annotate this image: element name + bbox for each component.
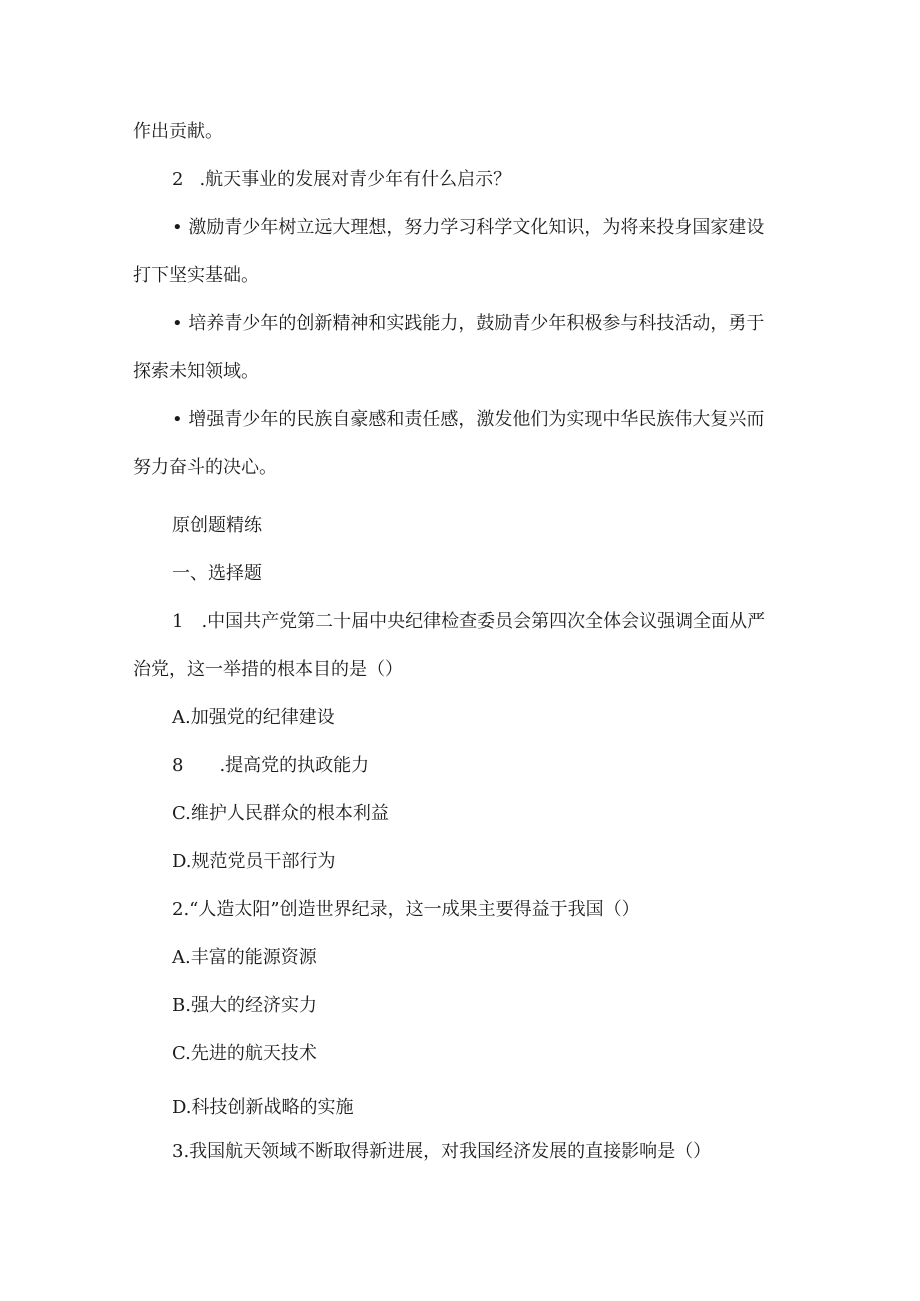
question-text: .航天事业的发展对青少年有什么启示？ xyxy=(199,169,512,190)
section-title: 原创题精练 xyxy=(172,515,262,536)
paragraph-continuation: 作出贡献。 xyxy=(133,121,223,142)
option-a: A.丰富的能源资源 xyxy=(172,947,317,968)
bullet-point-2-continuation: 探索未知领域。 xyxy=(133,361,259,382)
option-c: C.维护人民群众的根本利益 xyxy=(172,803,389,824)
bullet-point-3-continuation: 努力奋斗的决心。 xyxy=(133,457,277,478)
question-2: 2.“人造太阳”创造世界纪录，这一成果主要得益于我国（） xyxy=(172,899,640,920)
question-number: 1 xyxy=(172,611,184,632)
question-3: 3.我国航天领域不断取得新进展，对我国经济发展的直接影响是（） xyxy=(172,1141,712,1162)
option-text: .提高党的执政能力 xyxy=(219,755,370,776)
question-text: .中国共产党第二十届中央纪律检查委员会第四次全体会议强调全面从严 xyxy=(201,611,766,632)
option-d: D.规范党员干部行为 xyxy=(172,851,336,872)
option-d: D.科技创新战略的实施 xyxy=(172,1097,354,1118)
bullet-point-2: • 培养青少年的创新精神和实践能力，鼓励青少年积极参与科技活动，勇于 xyxy=(172,313,765,334)
question-1-continuation: 治党，这一举措的根本目的是（） xyxy=(133,659,403,680)
bullet-point-1-continuation: 打下坚实基础。 xyxy=(133,265,259,286)
option-a: A.加强党的纪律建设 xyxy=(172,707,335,728)
bullet-point-3: • 增强青少年的民族自豪感和责任感，激发他们为实现中华民族伟大复兴而 xyxy=(172,409,765,430)
question-2-heading xyxy=(172,171,511,189)
subsection-title: 一、选择题 xyxy=(172,563,262,584)
question-number: 2 xyxy=(172,169,184,190)
option-b xyxy=(172,757,369,775)
bullet-point-1: • 激励青少年树立远大理想，努力学习科学文化知识，为将来投身国家建设 xyxy=(172,217,765,238)
option-c: C.先进的航天技术 xyxy=(172,1043,317,1064)
option-letter: 8 xyxy=(172,755,184,776)
question-1 xyxy=(172,613,765,631)
option-b: B.强大的经济实力 xyxy=(172,995,317,1016)
